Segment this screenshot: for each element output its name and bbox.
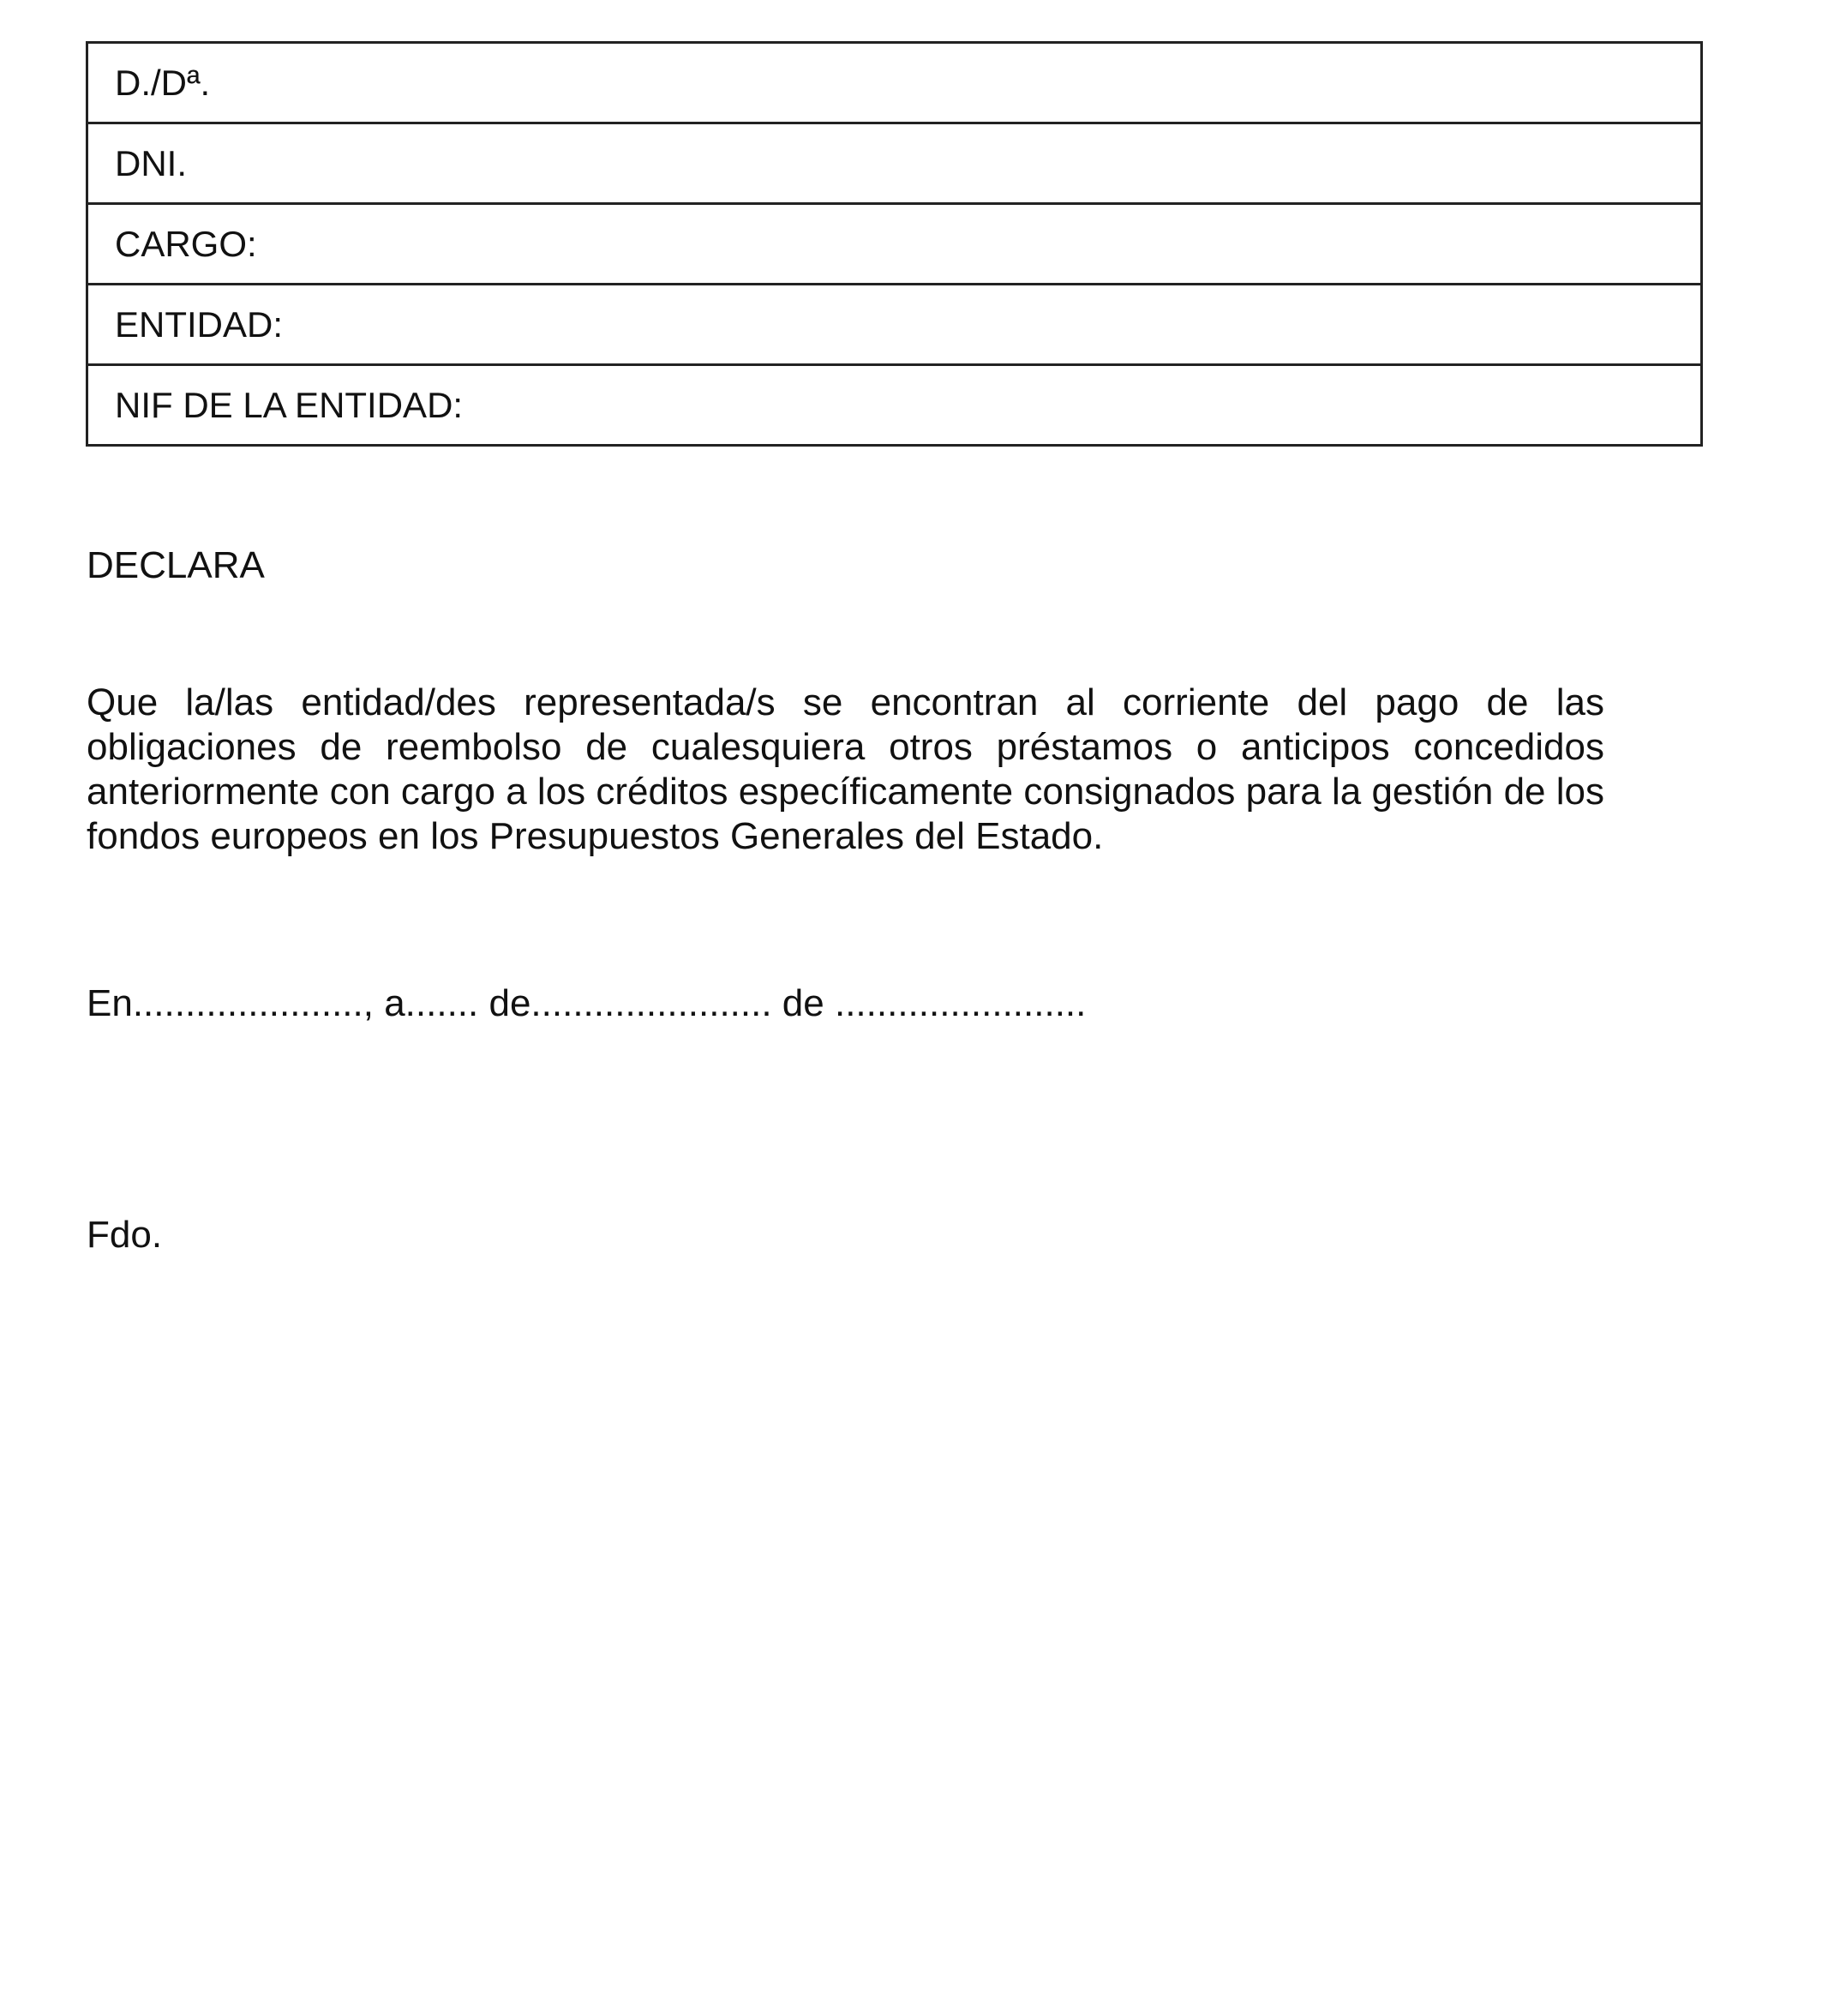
dni-field-label: DNI. [87, 123, 1702, 204]
name-field-label: D./Dª. [87, 43, 1702, 123]
signature-label: Fdo. [87, 1214, 163, 1256]
declaration-body: Que la/las entidad/des representada/s se encontran al corriente del pago de las obligaciones de reembolso de cualesquiera otros préstamos o anticipos concedidos anteriormente con cargo a los créditos específicamente consignados para la gestión de los fondos europeos en los Presupuestos Generales del Estado. [87, 681, 1604, 857]
position-field-label: CARGO: [87, 204, 1702, 285]
name-row [87, 43, 1702, 123]
entity-field-label: ENTIDAD: [87, 285, 1702, 365]
entity-nif-row [87, 365, 1702, 446]
dni-row [87, 123, 1702, 204]
entity-row [87, 285, 1702, 365]
place-date-line: En......................, a....... de....................... de ........................ [87, 982, 1087, 1024]
identification-table [86, 41, 1703, 447]
entity-nif-field-label: NIF DE LA ENTIDAD: [87, 365, 1702, 446]
declaration-heading: DECLARA [87, 544, 265, 586]
position-row [87, 204, 1702, 285]
